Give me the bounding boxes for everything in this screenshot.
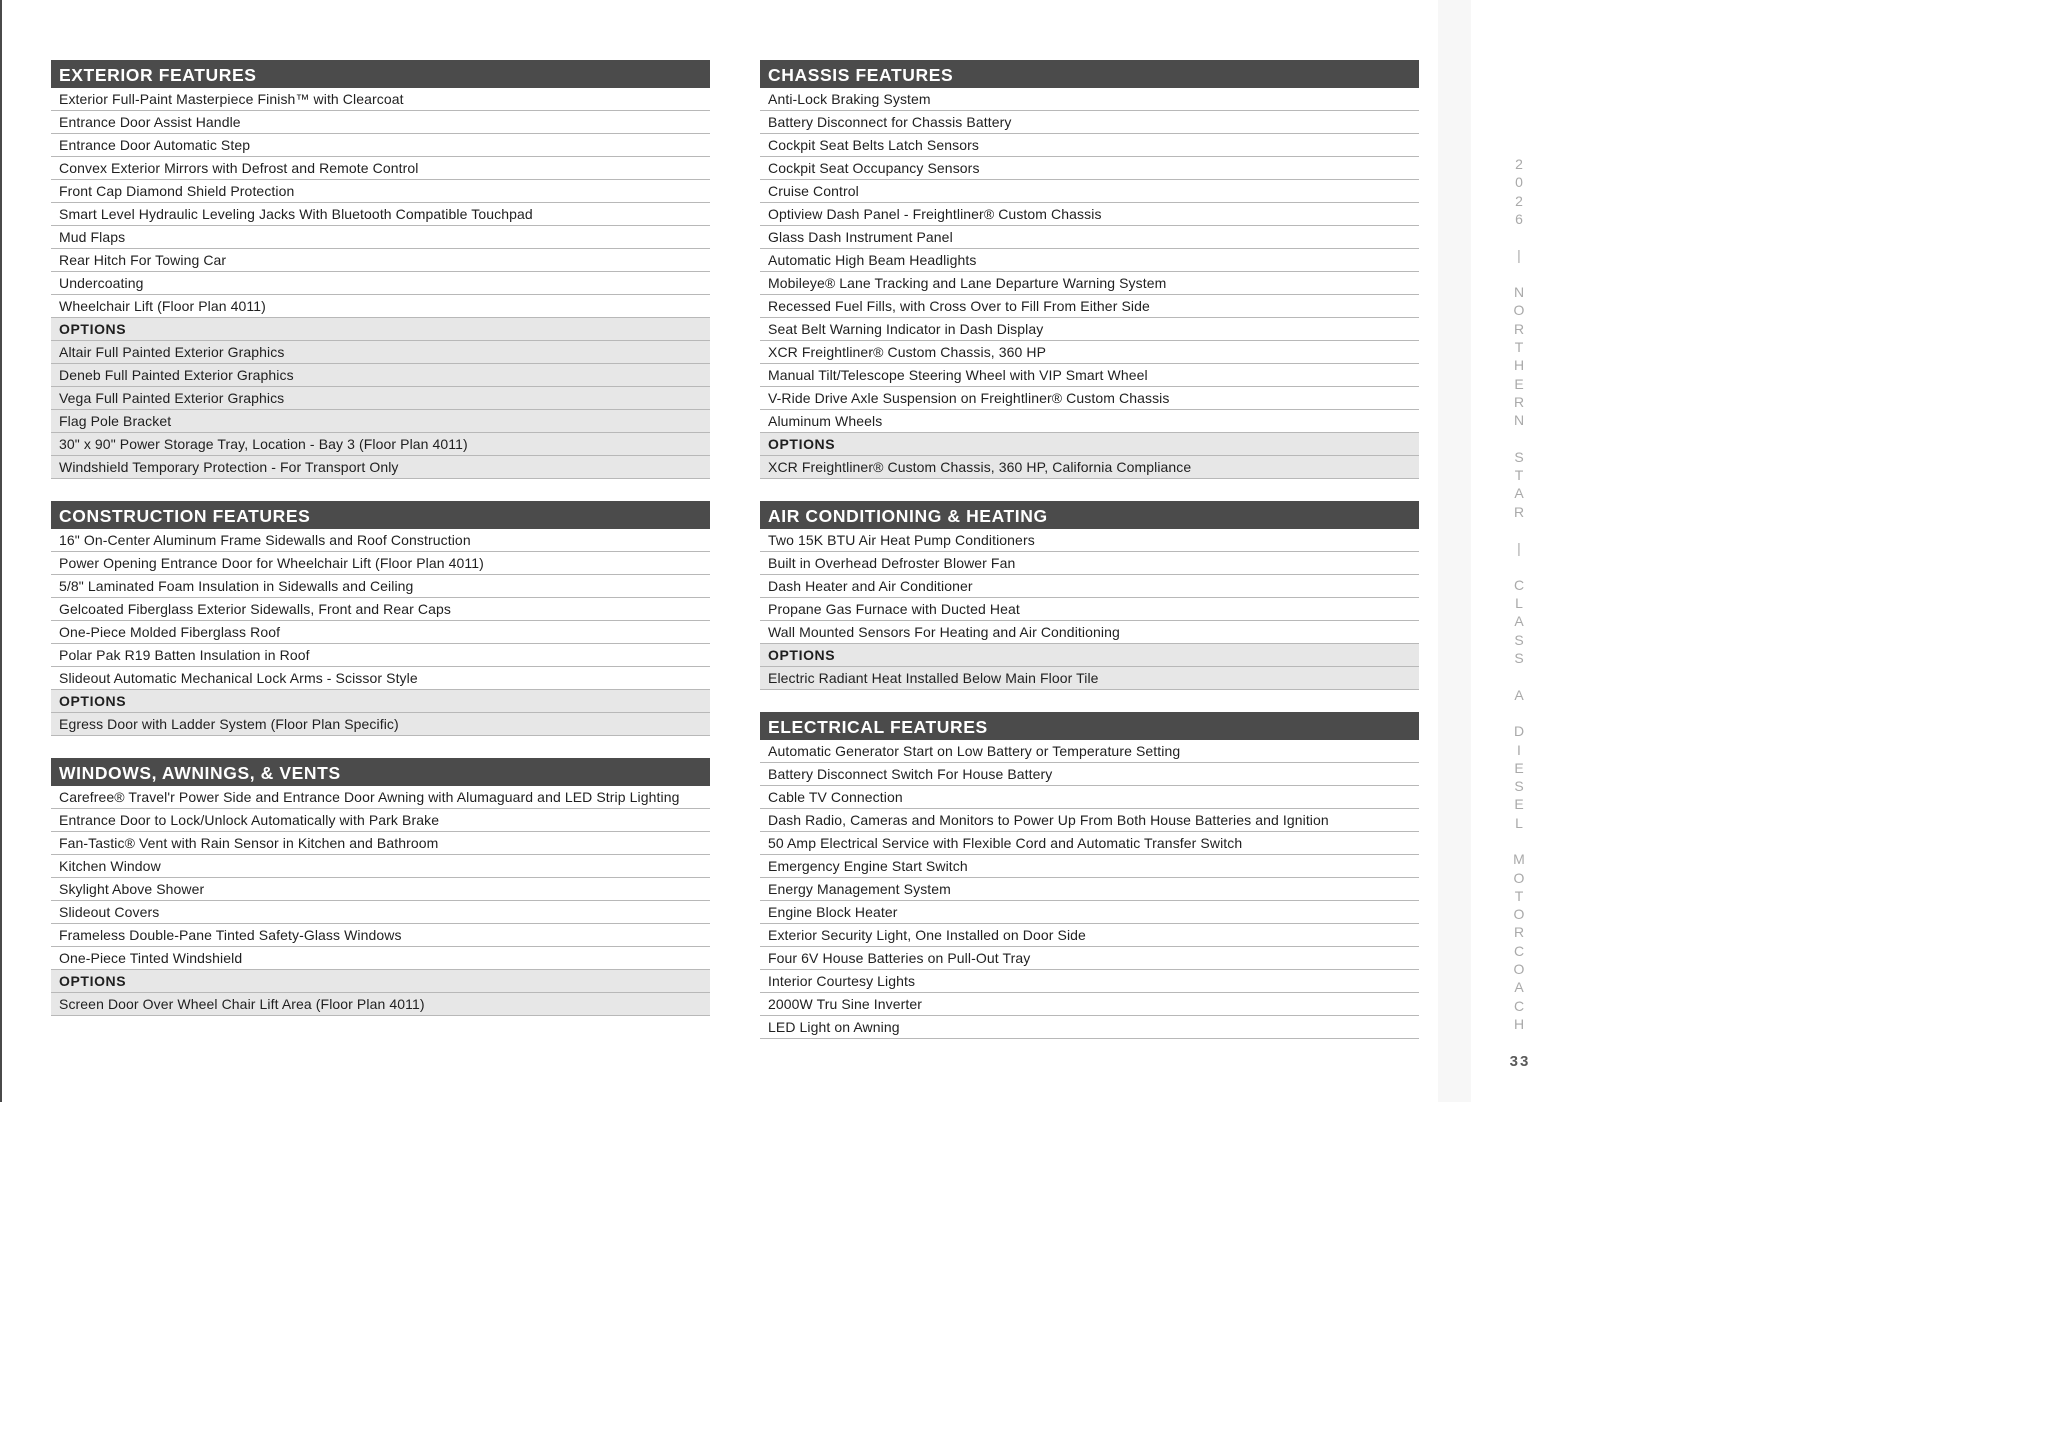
feature-item: Engine Block Heater [760,901,1419,924]
feature-item: Polar Pak R19 Batten Insulation in Roof [51,644,710,667]
feature-item: Anti-Lock Braking System [760,88,1419,111]
feature-item: Recessed Fuel Fills, with Cross Over to Fill From Either Side [760,295,1419,318]
option-item: XCR Freightliner® Custom Chassis, 360 HP, California Compliance [760,456,1419,479]
options-label: OPTIONS [51,318,710,341]
feature-item: Wheelchair Lift (Floor Plan 4011) [51,295,710,318]
feature-item: Emergency Engine Start Switch [760,855,1419,878]
feature-item: 5/8" Laminated Foam Insulation in Sidewalls and Ceiling [51,575,710,598]
section-header: EXTERIOR FEATURES [51,60,710,88]
feature-item: Mud Flaps [51,226,710,249]
feature-item: Glass Dash Instrument Panel [760,226,1419,249]
section-electrical-features [760,712,1419,1039]
options-label: OPTIONS [760,644,1419,667]
feature-item: Exterior Security Light, One Installed on Door Side [760,924,1419,947]
feature-item: Fan-Tastic® Vent with Rain Sensor in Kitchen and Bathroom [51,832,710,855]
feature-item: V-Ride Drive Axle Suspension on Freightliner® Custom Chassis [760,387,1419,410]
side-margin-strip [1438,0,1471,1102]
options-label: OPTIONS [51,690,710,713]
page-number: 33 [1509,1053,1531,1070]
section-header: CONSTRUCTION FEATURES [51,501,710,529]
feature-item: Skylight Above Shower [51,878,710,901]
feature-item: Four 6V House Batteries on Pull-Out Tray [760,947,1419,970]
right-column [760,60,1419,1061]
section-chassis-features [760,60,1419,479]
section-construction-features [51,501,710,736]
option-item: Windshield Temporary Protection - For Transport Only [51,456,710,479]
feature-item: Convex Exterior Mirrors with Defrost and Remote Control [51,157,710,180]
feature-item: 16" On-Center Aluminum Frame Sidewalls and Roof Construction [51,529,710,552]
feature-item: Seat Belt Warning Indicator in Dash Display [760,318,1419,341]
option-item: Altair Full Painted Exterior Graphics [51,341,710,364]
side-title: 2 0 2 6 | N O R T H E R N S T A R | C L A S S A D I E S E L M O T O R C O A C H [1513,156,1525,1032]
section-header: AIR CONDITIONING & HEATING [760,501,1419,529]
section-air-conditioning-heating [760,501,1419,690]
option-item: Deneb Full Painted Exterior Graphics [51,364,710,387]
feature-item: Dash Radio, Cameras and Monitors to Power Up From Both House Batteries and Ignition [760,809,1419,832]
feature-item: Automatic Generator Start on Low Battery or Temperature Setting [760,740,1419,763]
feature-item: Exterior Full-Paint Masterpiece Finish™ with Clearcoat [51,88,710,111]
feature-item: Built in Overhead Defroster Blower Fan [760,552,1419,575]
feature-item: Smart Level Hydraulic Leveling Jacks With Bluetooth Compatible Touchpad [51,203,710,226]
feature-item: Slideout Covers [51,901,710,924]
option-item: Flag Pole Bracket [51,410,710,433]
feature-item: Mobileye® Lane Tracking and Lane Departure Warning System [760,272,1419,295]
feature-item: Slideout Automatic Mechanical Lock Arms - Scissor Style [51,667,710,690]
feature-item: Carefree® Travel'r Power Side and Entrance Door Awning with Alumaguard and LED Strip Lighting [51,786,710,809]
feature-item: Energy Management System [760,878,1419,901]
feature-item: Cable TV Connection [760,786,1419,809]
feature-item: Entrance Door Automatic Step [51,134,710,157]
feature-item: Interior Courtesy Lights [760,970,1419,993]
page-edge-rule [0,0,2,1102]
feature-item: Gelcoated Fiberglass Exterior Sidewalls, Front and Rear Caps [51,598,710,621]
feature-item: Automatic High Beam Headlights [760,249,1419,272]
section-header: CHASSIS FEATURES [760,60,1419,88]
feature-item: LED Light on Awning [760,1016,1419,1039]
feature-item: Dash Heater and Air Conditioner [760,575,1419,598]
feature-item: Entrance Door to Lock/Unlock Automatically with Park Brake [51,809,710,832]
option-item: 30" x 90" Power Storage Tray, Location - Bay 3 (Floor Plan 4011) [51,433,710,456]
section-header: ELECTRICAL FEATURES [760,712,1419,740]
section-windows-awnings-vents [51,758,710,1016]
feature-item: Two 15K BTU Air Heat Pump Conditioners [760,529,1419,552]
feature-item: Battery Disconnect Switch For House Battery [760,763,1419,786]
feature-item: 2000W Tru Sine Inverter [760,993,1419,1016]
feature-item: Propane Gas Furnace with Ducted Heat [760,598,1419,621]
option-item: Electric Radiant Heat Installed Below Main Floor Tile [760,667,1419,690]
feature-item: Manual Tilt/Telescope Steering Wheel with VIP Smart Wheel [760,364,1419,387]
feature-item: 50 Amp Electrical Service with Flexible Cord and Automatic Transfer Switch [760,832,1419,855]
feature-item: Cruise Control [760,180,1419,203]
feature-item: XCR Freightliner® Custom Chassis, 360 HP [760,341,1419,364]
feature-item: Kitchen Window [51,855,710,878]
feature-item: Optiview Dash Panel - Freightliner® Custom Chassis [760,203,1419,226]
feature-item: Undercoating [51,272,710,295]
feature-item: Rear Hitch For Towing Car [51,249,710,272]
feature-item: One-Piece Molded Fiberglass Roof [51,621,710,644]
feature-item: Battery Disconnect for Chassis Battery [760,111,1419,134]
feature-item: One-Piece Tinted Windshield [51,947,710,970]
feature-item: Aluminum Wheels [760,410,1419,433]
feature-item: Front Cap Diamond Shield Protection [51,180,710,203]
feature-item: Power Opening Entrance Door for Wheelchair Lift (Floor Plan 4011) [51,552,710,575]
left-column [51,60,710,1038]
feature-item: Cockpit Seat Occupancy Sensors [760,157,1419,180]
option-item: Vega Full Painted Exterior Graphics [51,387,710,410]
option-item: Egress Door with Ladder System (Floor Plan Specific) [51,713,710,736]
feature-item: Wall Mounted Sensors For Heating and Air Conditioning [760,621,1419,644]
options-label: OPTIONS [760,433,1419,456]
options-label: OPTIONS [51,970,710,993]
feature-item: Frameless Double-Pane Tinted Safety-Glass Windows [51,924,710,947]
section-exterior-features [51,60,710,479]
option-item: Screen Door Over Wheel Chair Lift Area (Floor Plan 4011) [51,993,710,1016]
feature-item: Cockpit Seat Belts Latch Sensors [760,134,1419,157]
feature-item: Entrance Door Assist Handle [51,111,710,134]
section-header: WINDOWS, AWNINGS, & VENTS [51,758,710,786]
